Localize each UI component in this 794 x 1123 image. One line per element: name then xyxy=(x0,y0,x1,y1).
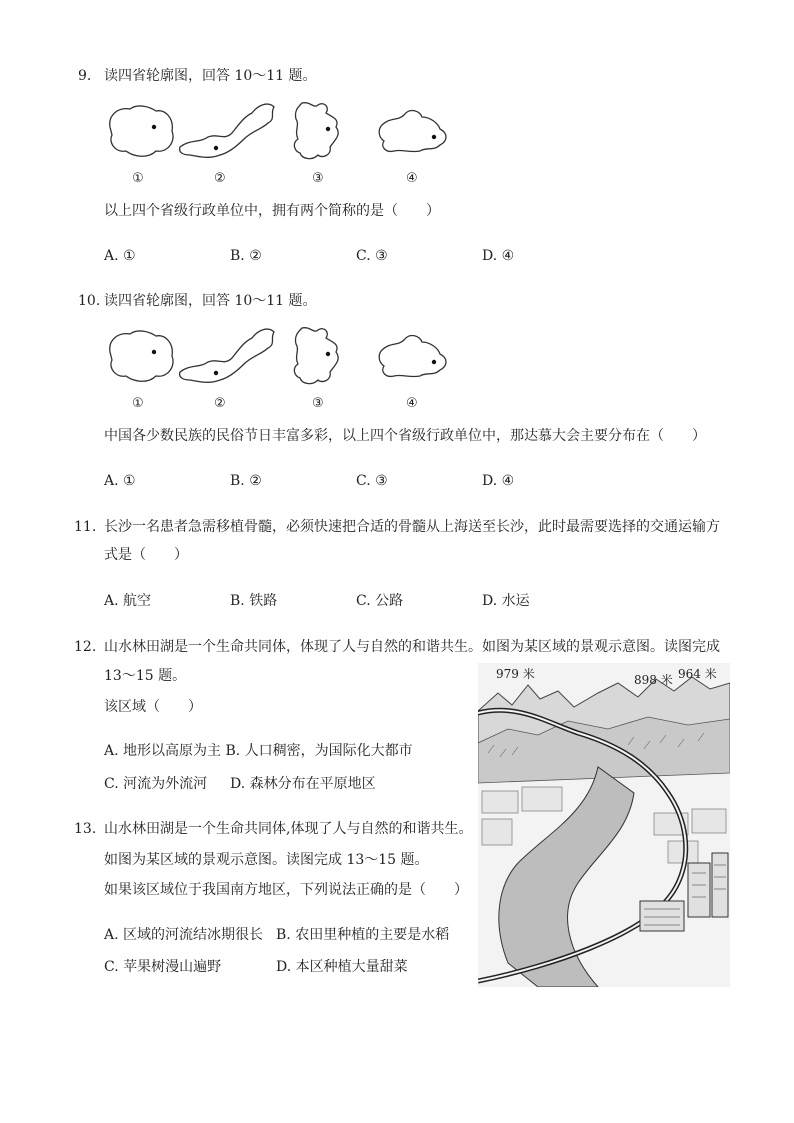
elevation-label: 964 米 xyxy=(678,667,717,681)
province-outline-maps xyxy=(104,322,454,416)
province-outline-maps xyxy=(104,97,454,191)
option-b[interactable]: B. 铁路 xyxy=(230,593,278,609)
option-a[interactable]: A. 区域的河流结冰期很长 xyxy=(104,927,264,943)
option-d[interactable]: D. ④ xyxy=(482,248,515,264)
option-d[interactable]: D. 本区种植大量甜菜 xyxy=(276,959,408,975)
option-a-b[interactable]: A. 地形以高原为主 B. 人口稠密，为国际化大都市 xyxy=(104,743,413,759)
map-caption-4: ④ xyxy=(406,396,418,411)
option-a[interactable]: A. ① xyxy=(104,248,136,264)
elevation-label: 979 米 xyxy=(496,667,535,681)
question-number: 9. xyxy=(78,68,92,84)
question-number: 12. xyxy=(74,639,97,655)
province-outline-3 xyxy=(294,328,338,384)
option-c[interactable]: C. ③ xyxy=(356,473,388,489)
option-c[interactable]: C. ③ xyxy=(356,248,388,264)
question-stem-line2: 如图为某区域的景观示意图。读图完成 13～15 题。 xyxy=(104,852,429,868)
question-sub: 中国各少数民族的民俗节日丰富多彩，以上四个省级行政单位中，那达慕大会主要分布在（ ） xyxy=(104,428,706,444)
province-outline-1 xyxy=(110,106,173,156)
question-number: 11. xyxy=(74,519,97,535)
question-stem: 读四省轮廓图，回答 10～11 题。 xyxy=(104,293,317,309)
map-caption-4: ④ xyxy=(406,171,418,186)
option-b[interactable]: B. ② xyxy=(230,248,262,264)
question-stem: 读四省轮廓图，回答 10～11 题。 xyxy=(104,68,317,84)
province-outline-4 xyxy=(379,111,446,152)
elevation-label: 898 米 xyxy=(634,673,673,687)
map-caption-3: ③ xyxy=(312,171,324,186)
map-caption-3: ③ xyxy=(312,396,324,411)
option-c[interactable]: C. 苹果树漫山遍野 xyxy=(104,959,222,975)
landscape-illustration xyxy=(478,663,730,987)
question-sub: 以上四个省级行政单位中，拥有两个简称的是（ ） xyxy=(104,203,440,219)
option-d[interactable]: D. ④ xyxy=(482,473,515,489)
option-d[interactable]: D. 水运 xyxy=(482,593,530,609)
option-b[interactable]: B. 农田里种植的主要是水稻 xyxy=(276,927,450,943)
province-outline-3 xyxy=(294,103,338,159)
province-outline-4 xyxy=(379,336,446,377)
option-c[interactable]: C. 河流为外流河 xyxy=(104,776,208,792)
question-sub: 该区域（ ） xyxy=(104,699,202,715)
question-stem-line1: 长沙一名患者急需移植骨髓，必须快速把合适的骨髓从上海送至长沙，此时最需要选择的交通运输方 xyxy=(104,519,720,535)
question-stem-line1: 山水林田湖是一个生命共同体，体现了人与自然的和谐共生。如图为某区域的景观示意图。读图完成 xyxy=(104,639,720,655)
option-a[interactable]: A. 航空 xyxy=(104,593,152,609)
province-outline-2 xyxy=(180,329,274,382)
province-outline-2 xyxy=(180,104,274,157)
map-caption-2: ② xyxy=(214,171,226,186)
question-number: 13. xyxy=(74,821,97,837)
map-caption-1: ① xyxy=(132,171,144,186)
question-sub: 如果该区域位于我国南方地区，下列说法正确的是（ ） xyxy=(104,882,468,898)
option-a[interactable]: A. ① xyxy=(104,473,136,489)
option-c[interactable]: C. 公路 xyxy=(356,593,404,609)
question-stem-line2: 式是（ ） xyxy=(104,547,188,563)
question-stem-line1: 山水林田湖是一个生命共同体,体现了人与自然的和谐共生。 xyxy=(104,821,473,837)
question-number: 10. xyxy=(78,293,101,309)
question-stem-line2: 13～15 题。 xyxy=(104,668,187,684)
map-caption-1: ① xyxy=(132,396,144,411)
option-b[interactable]: B. ② xyxy=(230,473,262,489)
option-d[interactable]: D. 森林分布在平原地区 xyxy=(230,776,376,792)
map-caption-2: ② xyxy=(214,396,226,411)
province-outline-1 xyxy=(110,331,173,381)
